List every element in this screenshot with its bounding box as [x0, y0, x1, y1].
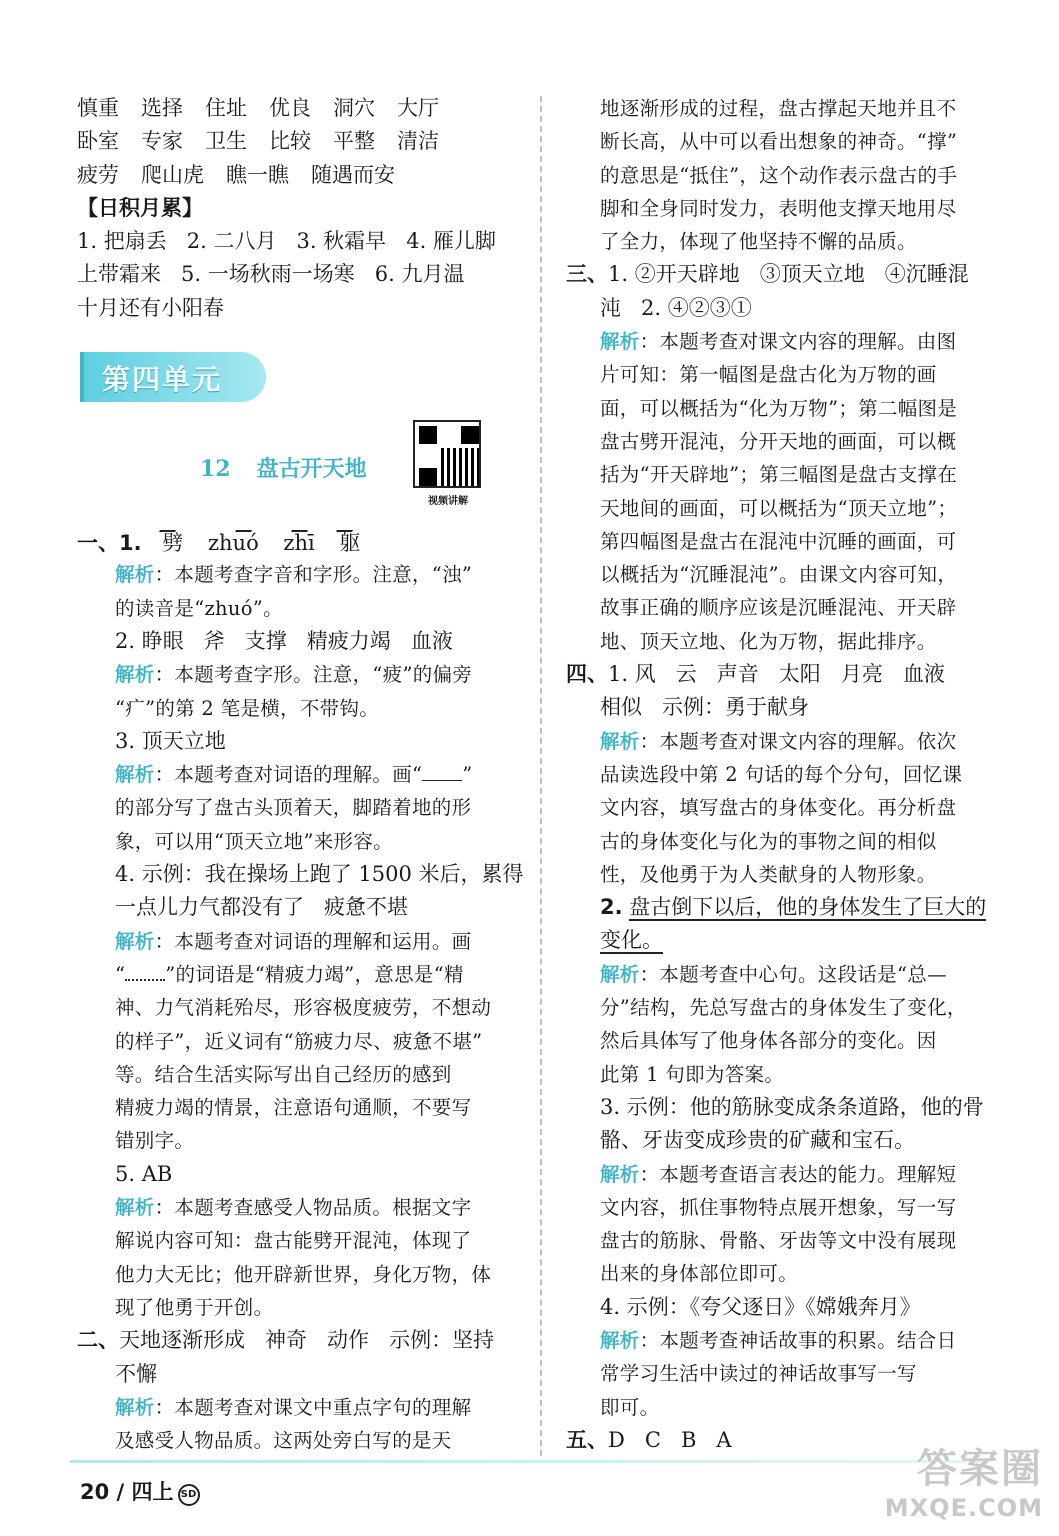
- s4-q1: 四、1. 风 云 声音 太阳 月亮 血液: [566, 662, 945, 687]
- s3-exp-4: 盘古劈开混沌，分开天地的画面，可以概: [600, 429, 957, 453]
- s4-q1-exp-3: 文内容，填写盘古的身体变化。再分析盘: [600, 796, 957, 820]
- right-column: [566, 92, 1006, 1457]
- s1-q4-exp-3: 神、力气消耗殆尽，形容极度疲劳，不想动: [115, 996, 492, 1020]
- s4-q3-exp-2: 文内容，抓住事物特点展开想象，写一写: [600, 1195, 957, 1219]
- s3-exp-2: 片可知：第一幅图是盘古化为万物的画: [600, 363, 937, 387]
- page-number: 20 / 四上: [80, 1480, 174, 1504]
- s1-q5-exp-2: 解说内容可知：盘古能劈开混沌，体现了: [115, 1229, 472, 1253]
- s1-q5-exp-1: 解析：本题考查感受人物品质。根据文字: [115, 1196, 472, 1220]
- lesson-title: 盘古开天地: [256, 457, 367, 482]
- s1-q2-exp-2: “疒”的第 2 笔是横，不带钩。: [115, 696, 380, 720]
- s4-q2-exp-4: 此第 1 句即为答案。: [600, 1062, 785, 1086]
- s3-exp-3: 面，可以概括为“化为万物”；第二幅图是: [600, 396, 958, 420]
- s1-q3-exp-3: 象，可以用“顶天立地”来形容。: [115, 829, 393, 853]
- s2-exp-1: 解析：本题考查对课文中重点字句的理解: [115, 1395, 472, 1419]
- s4-q1-exp-1: 解析：本题考查对课文内容的理解。依次: [600, 729, 957, 753]
- word-row-3: 疲劳 爬山虎 瞧一瞧 随遇而安: [77, 162, 395, 187]
- lesson-number: 12: [200, 456, 231, 482]
- s1-q3: 3. 顶天立地: [115, 728, 226, 753]
- riji-line-1: 1. 把扇丢 2. 二八月 3. 秋霜早 4. 雁儿脚: [77, 229, 496, 254]
- s3-exp-7: 第四幅图是盘古在混沌中沉睡的画面，可: [600, 529, 957, 553]
- word-row-2: 卧室 专家 卫生 比较 平整 清洁: [77, 129, 439, 154]
- s2-exp-cont-1: 地逐渐形成的过程，盘古撑起天地并且不: [600, 97, 957, 120]
- left-column: [77, 92, 525, 1457]
- s4-q3-1: 3. 示例：他的筋脉变成条条道路，他的骨: [600, 1094, 984, 1119]
- s4-q4-exp-2: 常学习生活中读过的神话故事写一写: [600, 1362, 917, 1386]
- s4-q3-exp-4: 出来的身体部位即可。: [600, 1262, 799, 1286]
- riji-heading: 【日积月累】: [77, 195, 203, 220]
- watermark-line-1: 答案圈: [917, 1446, 1043, 1492]
- s3-exp-5: 括为“开天辟地”；第三幅图是盘古支撑在: [600, 463, 958, 487]
- s2-exp-cont-4: 脚和全身同时发力，表明他支撑天地用尽: [600, 196, 957, 220]
- s4-q3-exp-1: 解析：本题考查语言表达的能力。理解短: [600, 1162, 957, 1186]
- s4-q4: 4. 示例：《夸父逐日》《嫦娥奔月》: [600, 1294, 921, 1319]
- s1-q4-exp-7: 错别字。: [115, 1129, 195, 1153]
- s3-answer: 三、1. ②开天辟地 ③顶天立地 ④沉睡混: [566, 262, 969, 287]
- s1-q5-exp-4: 现了他勇于开创。: [115, 1295, 274, 1319]
- s4-q1b: 相似 示例：勇于献身: [600, 695, 810, 720]
- s1-q4-2: 一点儿力气都没有了 疲惫不堪: [115, 895, 409, 920]
- s2-exp-cont-5: 了全力，体现了他坚持不懈的品质。: [600, 230, 917, 254]
- s1-q3-exp-1: 解析：本题考查对词语的理解。画“ ”: [115, 763, 473, 787]
- word-row-1: 慎重 选择 住址 优良 洞穴 大厅: [77, 96, 439, 120]
- footer-rule: [70, 1460, 990, 1463]
- s2-answer: 二、天地逐渐形成 神奇 动作 示例：坚持: [77, 1328, 495, 1353]
- sd-badge-icon: SD: [178, 1484, 200, 1506]
- s1-q4-exp-5: 等。结合生活实际写出自己经历的感到: [115, 1062, 452, 1086]
- s4-q1-exp-4: 古的身体变化与化为的事物之间的相似: [600, 829, 937, 853]
- riji-line-3: 十月还有小阳春: [77, 295, 224, 320]
- s1-q4-1: 4. 示例：我在操场上跑了 1500 米后，累得: [115, 862, 524, 887]
- s3-exp-9: 故事正确的顺序应该是沉睡混沌、开天辟: [600, 596, 957, 620]
- s4-q2b: 变化。: [600, 928, 663, 953]
- riji-line-2: 上带霜来 5. 一场秋雨一场寒 6. 九月温: [77, 262, 465, 287]
- s1-q1-exp-1: 解析：本题考查字音和字形。注意，“浊”: [115, 563, 473, 587]
- s4-q3-exp-3: 盘古的筋脉、骨骼、牙齿等文中没有展现: [600, 1229, 957, 1253]
- s1-q2: 2. 睁眼 斧 支撑 精疲力竭 血液: [115, 628, 453, 653]
- s4-q2-exp-2: 分”结构，先总写盘古的身体发生了变化，: [600, 996, 967, 1020]
- s4-q4-exp-1: 解析：本题考查神话故事的积累。结合日: [600, 1328, 957, 1352]
- s2-exp-cont-3: 的意思是“抵住”，这个动作表示盘古的手: [600, 163, 958, 187]
- footer: [80, 1476, 200, 1506]
- qr-label: 视频讲解: [428, 496, 468, 507]
- s1-q5: 5. AB: [115, 1161, 173, 1186]
- s1-q4-exp-1: 解析：本题考查对词语的理解和运用。画: [115, 929, 472, 953]
- unit-title: 第四单元: [102, 363, 223, 396]
- s1-q4-exp-6: 精疲力竭的情景，注意语句通顺，不要写: [115, 1096, 472, 1120]
- s3-answer-2: 沌 2. ④②③①: [600, 295, 752, 320]
- s1-q1: 一、1. 劈 zhuó zhī 躯: [77, 525, 525, 558]
- banner-spacer: [77, 325, 525, 525]
- s4-q2: 2. 盘古倒下以后，他的身体发生了巨大的: [600, 895, 987, 920]
- watermark: [885, 1437, 1043, 1522]
- s1-q4-exp-2: “ ”的词语是“精疲力竭”，意思是“精: [115, 962, 464, 986]
- s4-q3-2: 骼、牙齿变成珍贵的矿藏和宝石。: [600, 1128, 915, 1153]
- column-divider: [540, 96, 542, 1456]
- s4-q1-exp-2: 品读选段中第 2 句话的每个分句，回忆课: [600, 762, 963, 786]
- s1-q4-exp-4: 的样子”，近义词有“筋疲力尽、疲惫不堪”: [115, 1029, 483, 1053]
- s3-exp-6: 天地间的画面，可以概括为“顶天立地”；: [600, 496, 958, 520]
- s2-exp-2: 及感受人物品质。这两处旁白写的是天: [115, 1429, 452, 1453]
- s1-q1-exp-2: 的读音是“zhuó”。: [115, 596, 283, 620]
- s2-answer-2: 不懈: [115, 1361, 157, 1386]
- watermark-line-2: MXQE.COM: [884, 1494, 1043, 1522]
- s2-exp-cont-2: 断长高，从中可以看出想象的神奇。“撑”: [600, 130, 958, 154]
- s5-answer: 五、D C B A: [566, 1427, 732, 1452]
- s1-q3-exp-2: 的部分写了盘古头顶着天，脚踏着地的形: [115, 796, 472, 820]
- s4-q4-exp-3: 即可。: [600, 1395, 660, 1419]
- s4-q2-exp-1: 解析：本题考查中心句。这段话是“总—: [600, 962, 947, 986]
- s1-q5-exp-3: 他力大无比；他开辟新世界，身化万物，体: [115, 1262, 492, 1286]
- s4-q2-exp-3: 然后具体写了他身体各部分的变化。因: [600, 1029, 937, 1053]
- s4-q1-exp-5: 性，及他勇于为人类献身的人物形象。: [600, 862, 937, 886]
- s1-q2-exp-1: 解析：本题考查字形。注意，“疲”的偏旁: [115, 663, 473, 687]
- s3-exp-10: 地、顶天立地、化为万物，据此排序。: [600, 629, 937, 653]
- s3-exp-1: 解析：本题考查对课文内容的理解。由图: [600, 330, 957, 354]
- s3-exp-8: 以概括为“沉睡混沌”。由课文内容可知，: [600, 563, 958, 587]
